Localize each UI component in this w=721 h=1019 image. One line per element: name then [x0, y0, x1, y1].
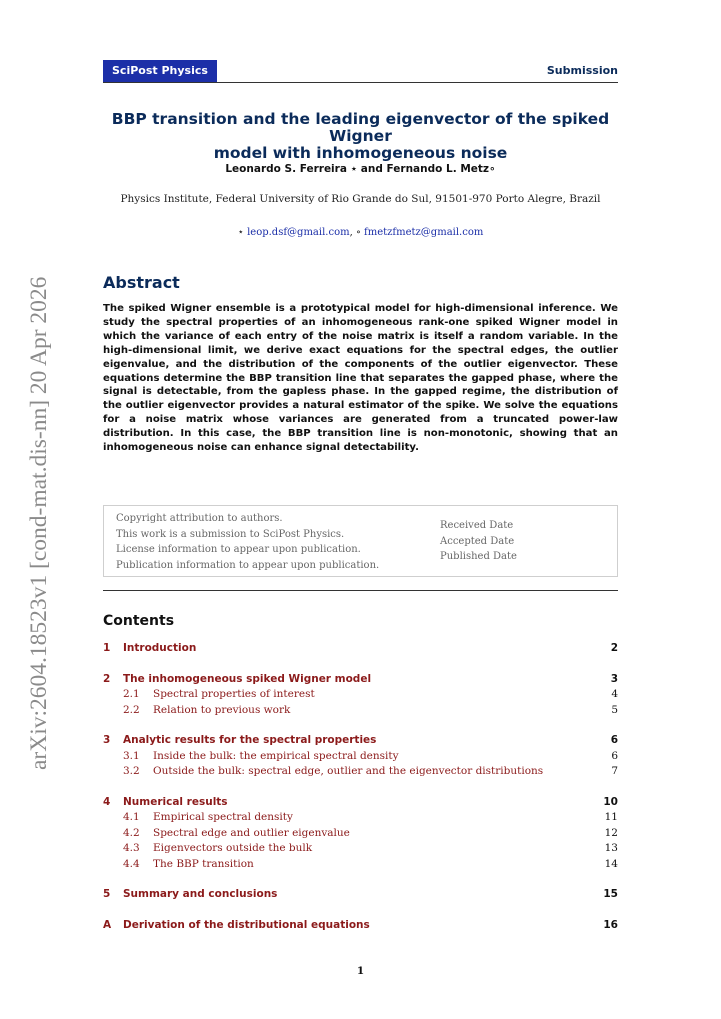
toc-entry-eigenvectors[interactable] [103, 841, 618, 857]
toc-number: 5 [103, 888, 111, 900]
toc-label: Introduction [123, 642, 197, 654]
arxiv-side-stamp [8, 250, 58, 770]
toc-number: 1 [103, 642, 111, 654]
toc-page: 2 [610, 642, 618, 654]
header-rule [103, 82, 618, 83]
toc-entry-outside-bulk[interactable] [103, 764, 618, 780]
toc-page: 13 [604, 842, 618, 854]
info-line: This work is a submission to SciPost Physics. [116, 528, 345, 540]
toc-page: 12 [604, 826, 618, 839]
toc-entry-bbp-transition[interactable] [103, 857, 618, 873]
toc-entry-spectral-edge[interactable] [103, 826, 618, 842]
toc-number: 2.2 [123, 703, 140, 716]
affiliation: Physics Institute, Federal University of Rio Grande do Sul, 91501-970 Porto Alegre, Brazil [120, 193, 601, 205]
toc-number: 4.3 [123, 842, 140, 854]
submission-label: Submission [546, 64, 618, 77]
toc-page: 11 [604, 811, 618, 823]
abstract-heading: Abstract [103, 273, 180, 292]
published-date: Published Date [440, 551, 517, 562]
toc-label: The BBP transition [153, 857, 254, 870]
toc-label: Analytic results for the spectral properties [123, 734, 377, 746]
page-number: 1 [356, 965, 365, 977]
toc-number: A [103, 918, 112, 931]
toc-entry-introduction[interactable] [103, 640, 618, 657]
toc-number: 4.4 [123, 857, 140, 870]
toc-label: Empirical spectral density [153, 811, 293, 823]
toc-label: Relation to previous work [153, 703, 291, 716]
emails [103, 227, 618, 238]
toc-page: 6 [611, 749, 618, 762]
accepted-date: Accepted Date [440, 535, 515, 547]
toc-entry-numerical-results[interactable] [103, 794, 618, 811]
toc-label: Spectral properties of interest [153, 688, 315, 700]
contents-rule [103, 590, 618, 591]
toc-number: 2 [103, 672, 111, 685]
publication-info-left [116, 511, 379, 573]
toc-page: 16 [603, 918, 618, 931]
publication-dates [440, 518, 517, 565]
authors: Leonardo S. Ferreira ⋆ and Fernando L. Metz∘ [225, 163, 496, 175]
toc-label: Derivation of the distributional equations [123, 918, 370, 931]
toc-number: 2.1 [123, 688, 140, 700]
contents-heading: Contents [103, 613, 175, 629]
toc-entry-appendix-a[interactable] [103, 917, 618, 934]
arxiv-stamp-svg [8, 250, 58, 770]
email-link-1[interactable]: leop.dsf@gmail.com [247, 227, 350, 238]
toc-number: 3.2 [123, 765, 140, 777]
abstract-text: The spiked Wigner ensemble is a prototypical model for high-dimensional inference. We study the spectral properties of an inhomogeneous rank-one spiked Wigner model in which the variance of each entry of the noise matrix is itself a random variable. In the high-dimensional limit, we derive exact equations for the spectral edges, the outlier eigenvalue, and the distribution of the components of the outlier eigenvector. These equations determine the BBP transition line that separates the gapped phase, where the signal is detectable, from the gapless phase. In the gapped regime, the distribution of the outlier eigenvector provides a natural estimator of the spike. We solve the equations for a noise matrix whose variances are generated from a truncated power-law distribution. In this case, the BBP transition line is non-monotonic, showing that an inhomogeneous noise can enhance signal detectability. [103, 303, 618, 454]
toc-entry-inside-bulk[interactable] [103, 749, 618, 765]
email-separator: , [349, 227, 356, 238]
info-line: License information to appear upon publication. [116, 544, 361, 555]
toc-entry-empirical-density[interactable] [103, 810, 618, 826]
toc-page: 3 [610, 672, 618, 685]
toc-number: 4 [103, 795, 111, 808]
toc-entry-spectral-properties[interactable] [103, 687, 618, 703]
toc-label: Numerical results [123, 795, 228, 808]
toc-number: 4.1 [123, 811, 140, 823]
paper-title-line-1: BBP transition and the leading eigenvector of the spiked Wigner [111, 110, 610, 145]
email-link-2[interactable]: fmetzfmetz@gmail.com [364, 227, 484, 238]
toc-label: Outside the bulk: spectral edge, outlier and the eigenvector distributions [153, 765, 544, 777]
paper-title-line-2: model with inhomogeneous noise [213, 144, 508, 162]
toc-page: 10 [603, 795, 618, 808]
received-date: Received Date [440, 520, 514, 531]
toc-label: Eigenvectors outside the bulk [153, 842, 313, 854]
toc-page: 14 [604, 857, 618, 870]
toc-number: 3.1 [123, 749, 140, 762]
arxiv-stamp-text: arXiv:2604.18523v1 [cond-mat.dis-nn] 20 Apr 2026 [26, 276, 52, 770]
toc-label: Summary and conclusions [123, 888, 278, 900]
email-marker-2: ∘ [355, 227, 361, 238]
email-marker-1: ⋆ [237, 227, 244, 238]
toc-number: 4.2 [123, 826, 140, 839]
toc-number: 3 [103, 734, 111, 746]
toc-page: 4 [611, 688, 618, 700]
toc-entry-model[interactable] [103, 671, 618, 688]
toc-entry-analytic-results[interactable] [103, 732, 618, 749]
table-of-contents [103, 640, 618, 933]
journal-badge: SciPost Physics [103, 60, 217, 82]
paper-title [103, 111, 618, 162]
toc-page: 7 [611, 765, 618, 777]
info-line: Publication information to appear upon publication. [116, 559, 380, 571]
toc-label: Inside the bulk: the empirical spectral density [153, 749, 399, 762]
toc-label: The inhomogeneous spiked Wigner model [123, 672, 372, 685]
toc-page: 15 [603, 888, 618, 900]
toc-entry-summary[interactable] [103, 886, 618, 903]
toc-page: 6 [610, 734, 618, 746]
toc-label: Spectral edge and outlier eigenvalue [153, 826, 350, 839]
info-line: Copyright attribution to authors. [116, 513, 283, 524]
toc-entry-previous-work[interactable] [103, 703, 618, 719]
toc-page: 5 [611, 703, 618, 716]
